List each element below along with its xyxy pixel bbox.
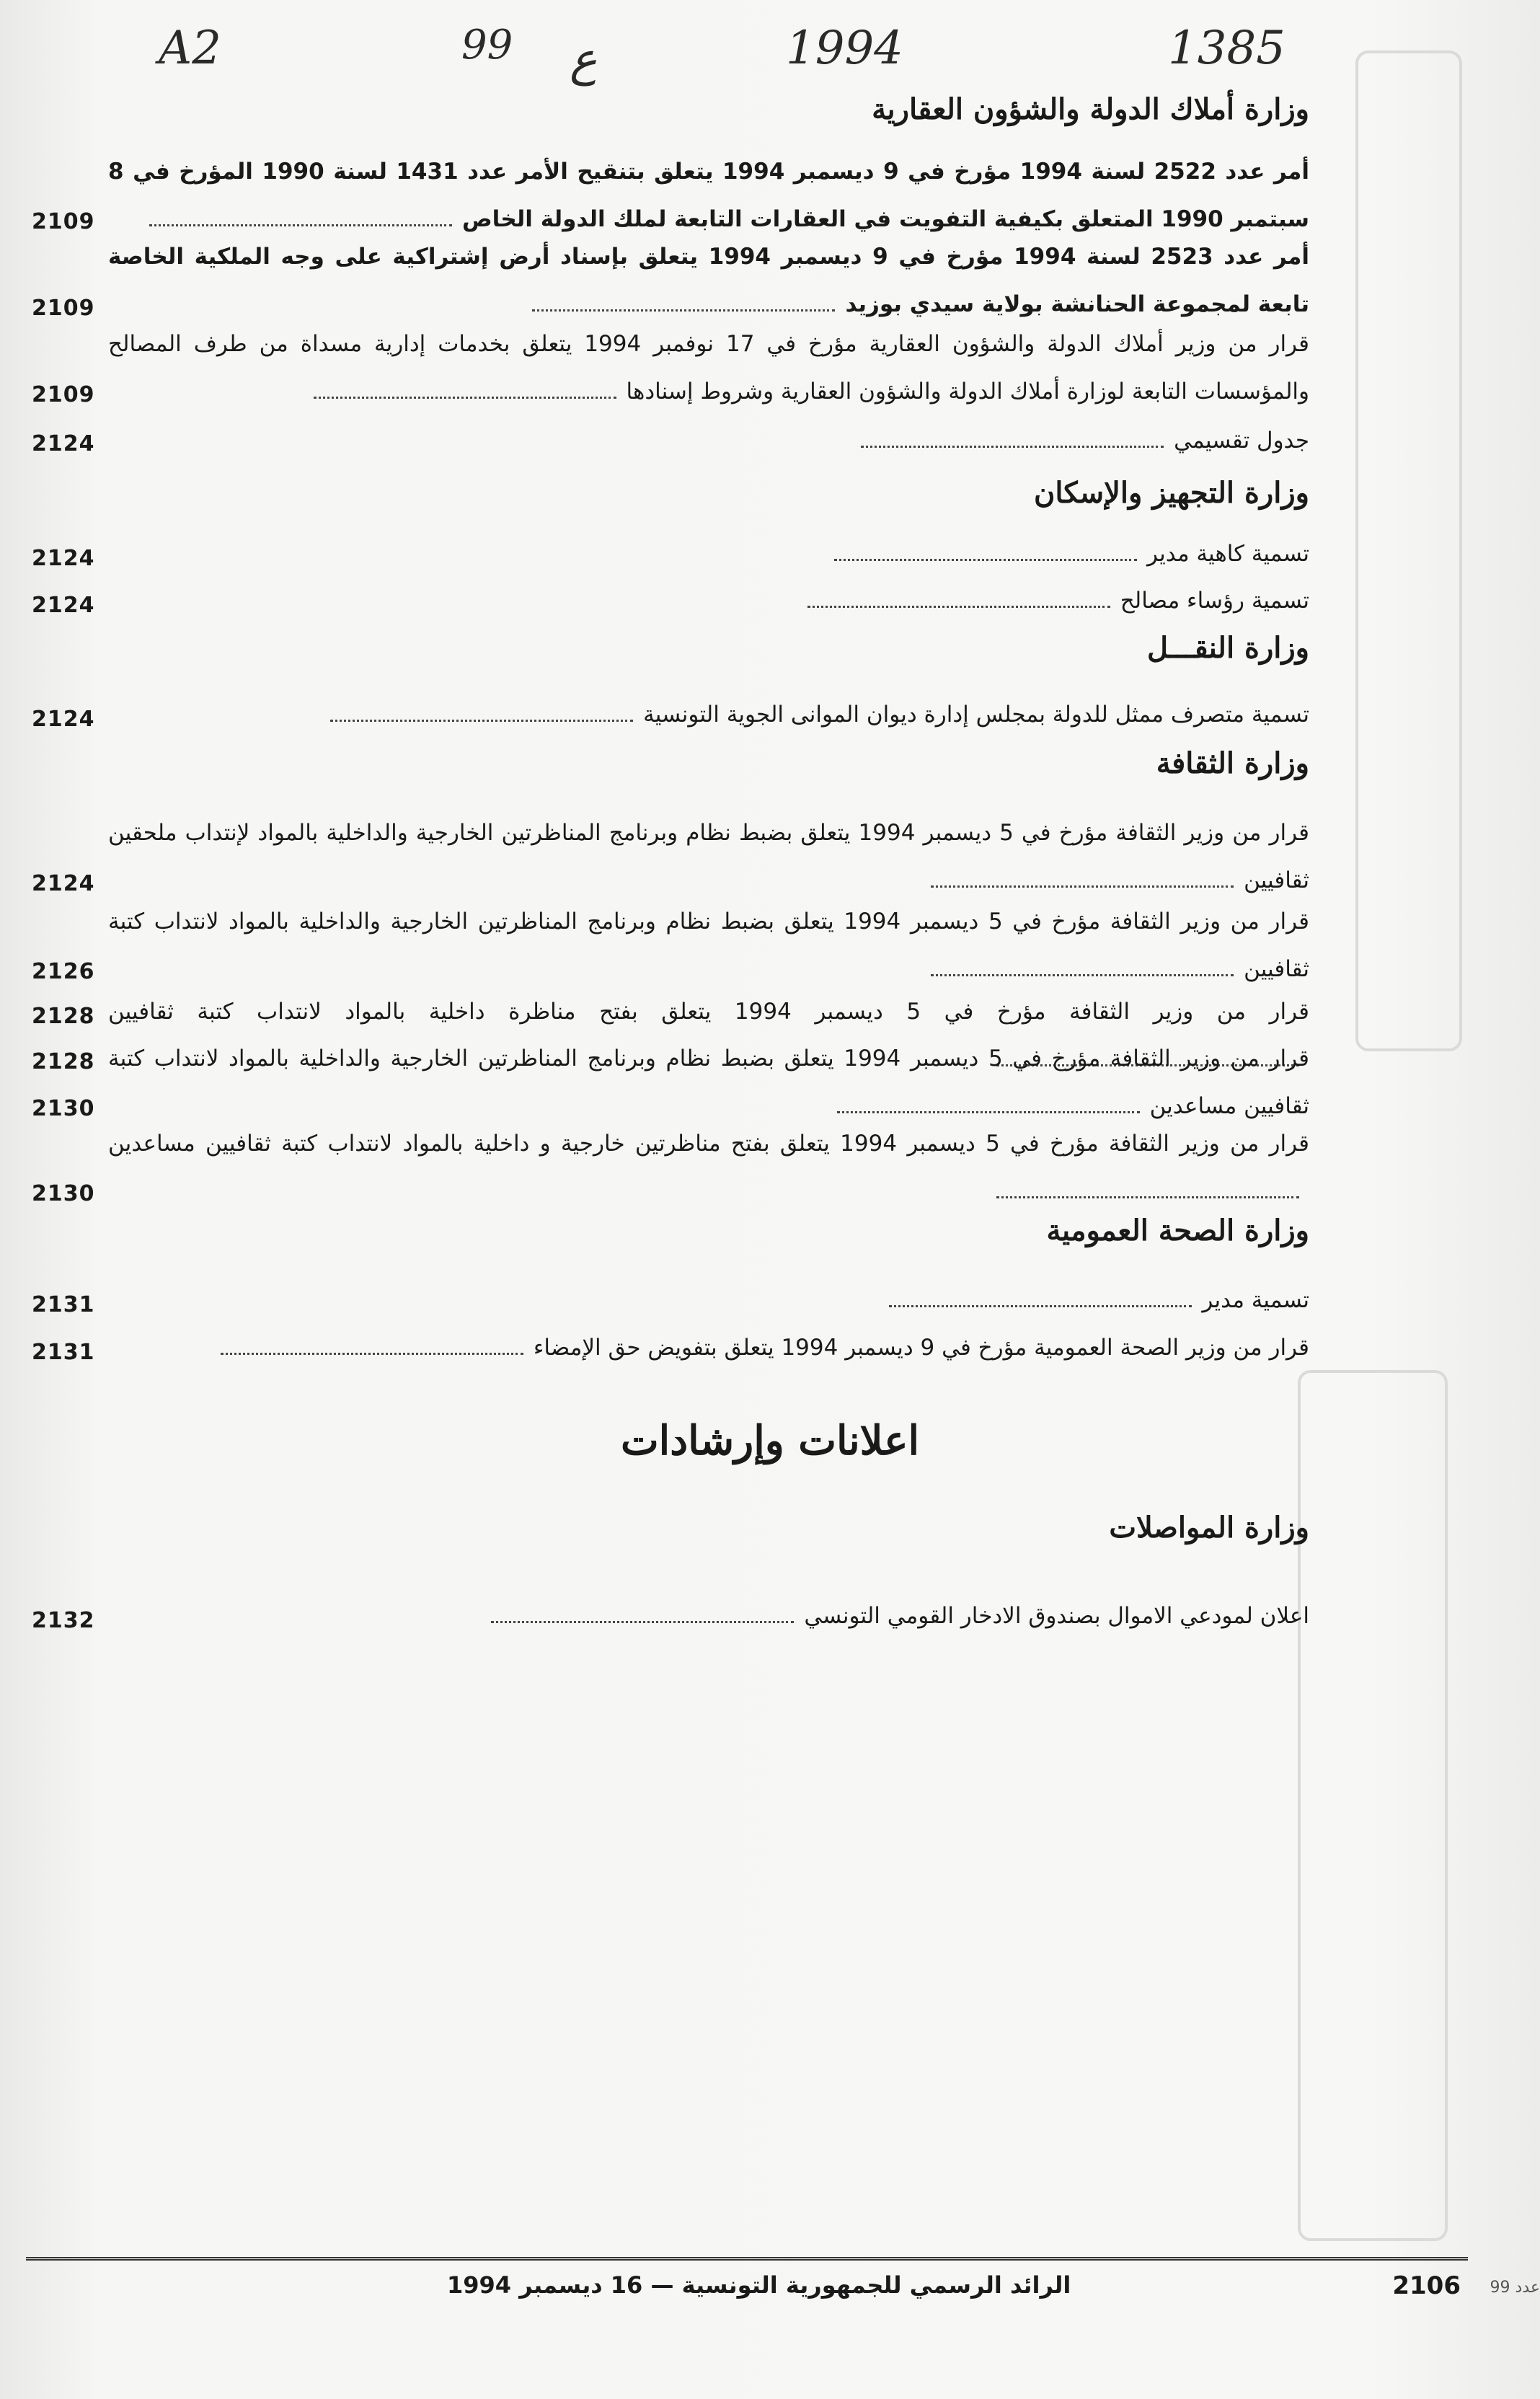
- toc-entry-text[interactable]: تسمية كاهية مدير: [108, 530, 1309, 578]
- dot-leader: [314, 397, 616, 399]
- toc-entry-text[interactable]: أمر عدد 2522 لسنة 1994 مؤرخ في 9 ديسمبر 1994 يتعلق بتنقيح الأمر عدد 1431 لسنة 1990 المؤرخ في 8 سبتمبر 1990 المتعلق بكيفية التفويت في العقارات التابعة لملك الدولة الخاص: [108, 159, 1309, 232]
- toc-entry-page: 2130: [32, 1181, 95, 1206]
- ministry-heading: وزارة الثقافة: [1156, 746, 1309, 780]
- toc-entry-page: 2131: [32, 1340, 95, 1365]
- toc-entry-page: 2109: [32, 296, 95, 321]
- toc-entry-page: 2126: [32, 959, 95, 984]
- dot-leader: [837, 1111, 1140, 1113]
- handwritten-letter: ع: [570, 33, 598, 87]
- toc-entry-page: 2124: [32, 546, 95, 571]
- ministry-heading: وزارة النقـــل: [1147, 631, 1309, 665]
- toc-entry-text[interactable]: قرار من وزير الصحة العمومية مؤرخ في 9 ديسمبر 1994 يتعلق بتفويض حق الإمضاء: [108, 1324, 1309, 1371]
- toc-entry-text[interactable]: تسمية رؤساء مصالح: [108, 577, 1309, 624]
- toc-entry-page: 2109: [32, 209, 95, 234]
- toc-entry-text[interactable]: أمر عدد 2523 لسنة 1994 مؤرخ في 9 ديسمبر 1994 يتعلق بإسناد أرض إشتراكية على وجه الملكية الخاصة تابعة لمجموعة الحنانشة بولاية سيدي بوزيد: [108, 244, 1310, 317]
- toc-entry-page: 2109: [32, 382, 95, 407]
- toc-entry-page: 2124: [32, 431, 95, 456]
- bleed-through-frame: [1355, 50, 1462, 1051]
- dot-leader: [889, 1305, 1192, 1307]
- ministry-heading: وزارة التجهيز والإسكان: [1033, 476, 1309, 510]
- dot-leader: [834, 559, 1137, 561]
- toc-entry-text[interactable]: جدول تقسيمي: [108, 417, 1309, 464]
- dot-leader: [807, 606, 1110, 608]
- dot-leader: [532, 309, 835, 312]
- toc-entry-text[interactable]: قرار من وزير الثقافة مؤرخ في 5 ديسمبر 1994 يتعلق بضبط نظام وبرنامج المناظرتين الخارجية والداخلية بالمواد لانتداب كتبة ثقافيين: [108, 909, 1309, 982]
- toc-entry-page: 2131: [32, 1292, 95, 1317]
- dot-leader: [931, 974, 1234, 976]
- toc-entry-text[interactable]: تسمية مدير: [108, 1276, 1309, 1324]
- ministry-heading: وزارة المواصلات: [1109, 1511, 1309, 1545]
- footer-edge-label: عدد 99: [1490, 2279, 1540, 2297]
- handwritten-hijri-year: 1385: [1168, 22, 1285, 75]
- handwritten-issue: 99: [461, 22, 513, 69]
- footer-page-number: 2106: [1392, 2271, 1461, 2300]
- toc-entry-page: 2124: [32, 593, 95, 618]
- toc-entry-text[interactable]: قرار من وزير أملاك الدولة والشؤون العقارية مؤرخ في 17 نوفمبر 1994 يتعلق بخدمات إدارية مسداة من طرف المصالح والمؤسسات التابعة لوزارة أملاك الدولة والشؤون العقارية وشروط إسنادها: [108, 331, 1309, 405]
- dot-leader: [221, 1353, 523, 1355]
- toc-entry-page: 2130: [32, 1096, 95, 1121]
- toc-entry-text[interactable]: تسمية متصرف ممثل للدولة بمجلس إدارة ديوان الموانى الجوية التونسية: [108, 691, 1309, 738]
- dot-leader: [861, 446, 1164, 448]
- toc-entry-page: 2132: [32, 1608, 95, 1633]
- dot-leader: [931, 885, 1234, 888]
- toc-entry-text[interactable]: قرار من وزير الثقافة مؤرخ في 5 ديسمبر 1994 يتعلق بضبط نظام وبرنامج المناظرتين الخارجية والداخلية بالمواد لانتداب كتبة ثقافيين مساعدين: [108, 1046, 1309, 1119]
- bleed-through-frame: [1298, 1370, 1448, 2241]
- footer-gazette-title: الرائد الرسمي للجمهورية التونسية — 16 ديسمبر 1994: [447, 2271, 1071, 2299]
- ministry-heading: وزارة الصحة العمومية: [1046, 1214, 1309, 1247]
- handwritten-code: A2: [159, 22, 221, 75]
- footer-rule: [26, 2257, 1468, 2261]
- toc-entry-page: 2128: [32, 1049, 95, 1074]
- handwritten-year: 1994: [786, 22, 903, 75]
- ministry-heading: وزارة أملاك الدولة والشؤون العقارية: [872, 92, 1309, 126]
- dot-leader: [330, 720, 633, 722]
- toc-entry-text[interactable]: قرار من وزير الثقافة مؤرخ في 5 ديسمبر 1994 يتعلق بفتح مناظرتين خارجية و داخلية بالمواد لانتداب كتبة ثقافيين مساعدين: [108, 1120, 1309, 1215]
- dot-leader: [996, 1196, 1299, 1198]
- announcements-heading: اعلانات وإرشادات: [620, 1417, 920, 1464]
- toc-entry-text[interactable]: قرار من وزير الثقافة مؤرخ في 5 ديسمبر 1994 يتعلق بفتح مناظرة داخلية بالمواد لانتداب كتبة ثقافيين: [108, 988, 1309, 1083]
- toc-entry-text[interactable]: قرار من وزير الثقافة مؤرخ في 5 ديسمبر 1994 يتعلق بضبط نظام وبرنامج المناظرتين الخارجية والداخلية بالمواد لإنتداب ملحقين ثقافيين: [108, 820, 1309, 893]
- toc-entry-page: 2124: [32, 707, 95, 732]
- toc-entry-page: 2128: [32, 1004, 95, 1029]
- dot-leader: [491, 1621, 794, 1623]
- toc-entry-text[interactable]: اعلان لمودعي الاموال بصندوق الادخار القومي التونسي: [108, 1592, 1309, 1640]
- toc-entry-page: 2124: [32, 871, 95, 896]
- dot-leader: [149, 224, 452, 226]
